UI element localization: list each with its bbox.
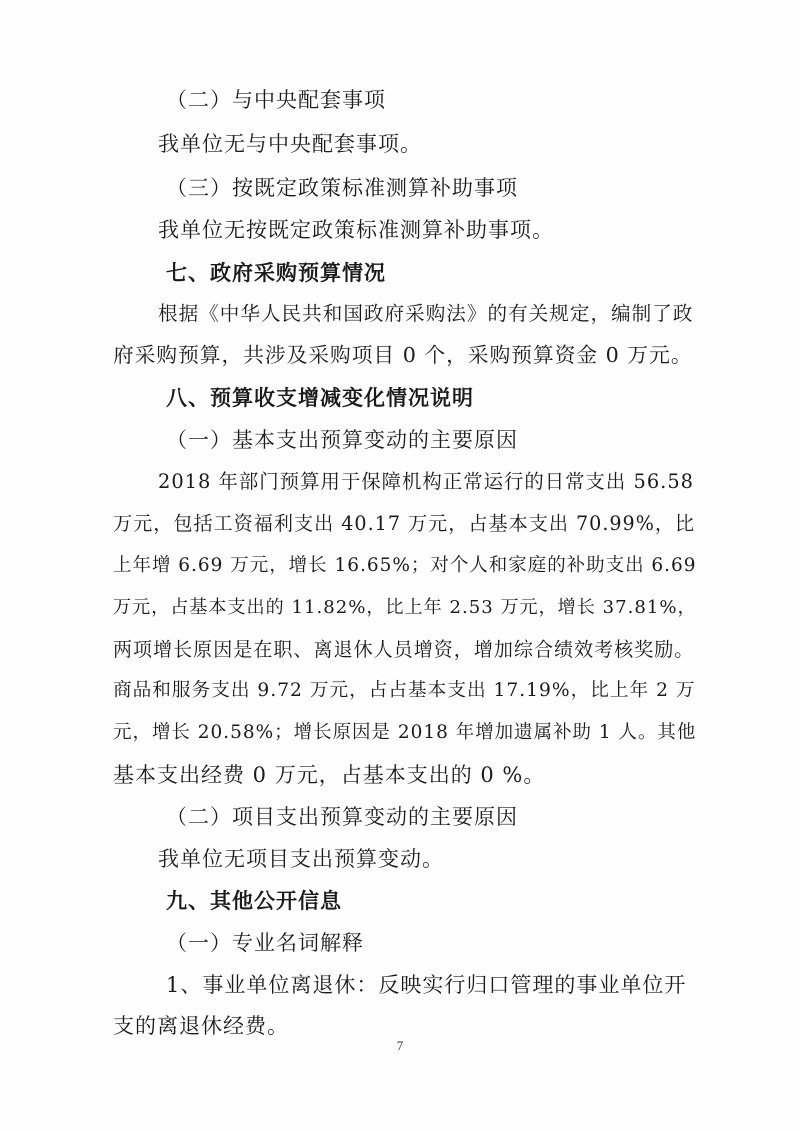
paragraph-line: 府采购预算，共涉及采购项目 0 个，采购预算资金 0 万元。 bbox=[113, 343, 693, 367]
paragraph-line: 万元，占基本支出的 11.82%，比上年 2.53 万元，增长 37.81%， bbox=[113, 597, 697, 618]
paragraph-line: 我单位无项目支出预算变动。 bbox=[158, 847, 444, 871]
subsection-heading: （一）专业名词解释 bbox=[166, 931, 364, 955]
section-heading: 七、政府采购预算情况 bbox=[166, 261, 386, 285]
section-heading: 九、其他公开信息 bbox=[166, 889, 342, 913]
paragraph-line: 1、事业单位离退休：反映实行归口管理的事业单位开 bbox=[166, 973, 687, 997]
paragraph-line: 我单位无与中央配套事项。 bbox=[158, 132, 422, 156]
paragraph-line: 基本支出经费 0 万元，占基本支出的 0 %。 bbox=[113, 763, 546, 787]
section-heading: 八、预算收支增减变化情况说明 bbox=[166, 386, 474, 410]
paragraph-line: 两项增长原因是在职、离退休人员增资，增加综合绩效考核奖励。 bbox=[113, 639, 695, 661]
paragraph-line: 支的离退休经费。 bbox=[113, 1014, 289, 1038]
paragraph-line: 我单位无按既定政策标准测算补助事项。 bbox=[158, 218, 554, 242]
subsection-heading: （二）与中央配套事项 bbox=[166, 88, 386, 112]
paragraph-line: 上年增 6.69 万元，增长 16.65%；对个人和家庭的补助支出 6.69 bbox=[113, 555, 697, 576]
paragraph-line: 元，增长 20.58%；增长原因是 2018 年增加遗属补助 1 人。其他 bbox=[113, 722, 697, 743]
subsection-heading: （一）基本支出预算变动的主要原因 bbox=[166, 428, 518, 452]
paragraph-line: 万元，包括工资福利支出 40.17 万元，占基本支出 70.99%，比 bbox=[113, 512, 696, 535]
subsection-heading: （三）按既定政策标准测算补助事项 bbox=[166, 176, 518, 200]
page-number: 7 bbox=[396, 1038, 404, 1053]
subsection-heading: （二）项目支出预算变动的主要原因 bbox=[166, 805, 518, 829]
paragraph-line: 商品和服务支出 9.72 万元，占占基本支出 17.19%，比上年 2 万 bbox=[113, 680, 696, 701]
paragraph-line: 根据《中华人民共和国政府采购法》的有关规定，编制了政 bbox=[158, 302, 694, 325]
paragraph-line: 2018 年部门预算用于保障机构正常运行的日常支出 56.58 bbox=[158, 470, 694, 493]
